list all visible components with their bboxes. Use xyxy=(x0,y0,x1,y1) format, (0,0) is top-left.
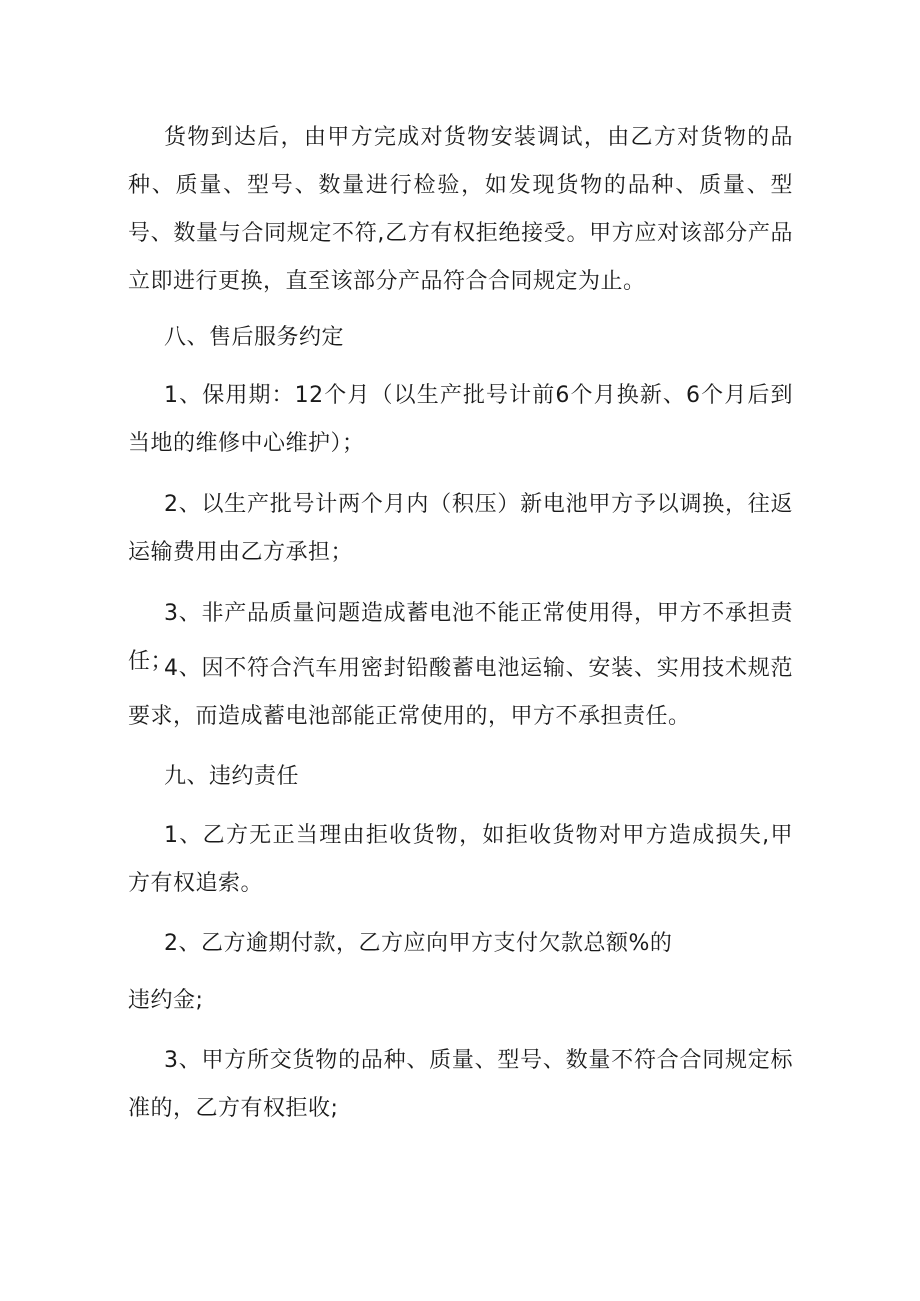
paragraph-exchange: 2、以生产批号计两个月内（积压）新电池甲方予以调换，往返运输费用由乙方承担； xyxy=(128,492,793,565)
paragraph-penalty: 违约金; xyxy=(128,988,204,1013)
paragraph-standards: 4、因不符合汽车用密封铅酸蓄电池运输、安装、实用技术规范要求，而造成蓄电池部能正常使用的，甲方不承担责任。 xyxy=(128,656,793,729)
paragraph-rejection: 3、甲方所交货物的品种、质量、型号、数量不符合合同规定标准的，乙方有权拒收; xyxy=(128,1048,793,1121)
heading-after-sales: 八、售后服务约定 xyxy=(164,325,345,350)
paragraph-refusal: 1、乙方无正当理由拒收货物，如拒收货物对甲方造成损失,甲方有权追索。 xyxy=(128,823,793,896)
heading-liability: 九、违约责任 xyxy=(164,764,300,789)
paragraph-late-payment: 2、乙方逾期付款，乙方应向甲方支付欠款总额%的 xyxy=(164,931,673,956)
paragraph-goods-inspection: 货物到达后，由甲方完成对货物安装调试，由乙方对货物的品种、质量、型号、数量进行检验，如发现货物的品种、质量、型号、数量与合同规定不符,乙方有权拒绝接受。甲方应对该部分产品立即进行更换，直至该部分产品符合合同规定为止。 xyxy=(128,125,793,294)
paragraph-warranty: 1、保用期：12个月（以生产批号计前6个月换新、6个月后到当地的维修中心维护）； xyxy=(128,383,793,456)
paragraph-non-quality: 3、非产品质量问题造成蓄电池不能正常使用得，甲方不承担责任； xyxy=(128,601,793,674)
